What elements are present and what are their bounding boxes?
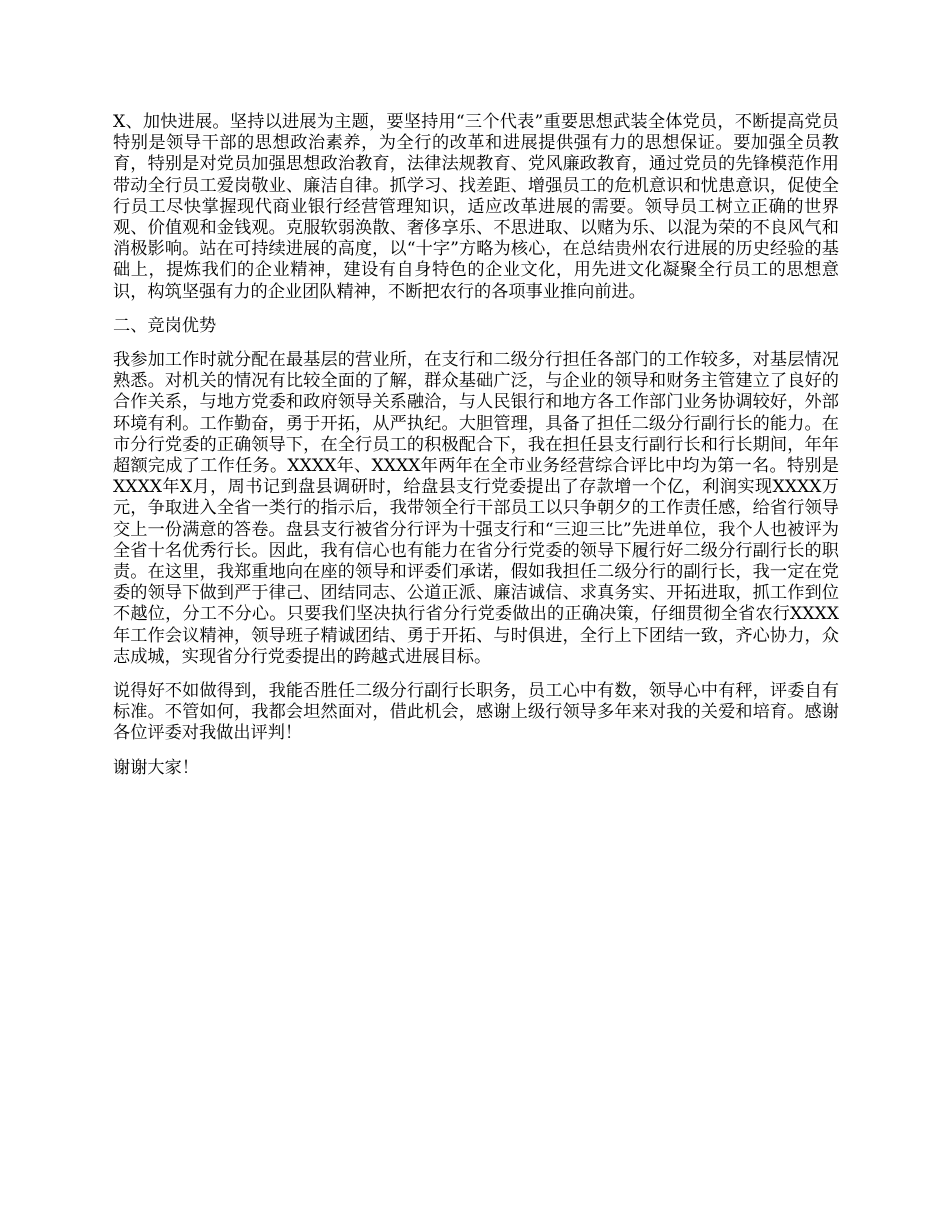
document-page (113, 112, 839, 792)
paragraph-closing: 说得好不如做得到，我能否胜任二级分行副行长职务，员工心中有数，领导心中有秤，评委自有标准。不管如何，我都会坦然面对，借此机会，感谢上级行领导多年来对我的关爱和培育。感谢各位评委对我做出评判！ (113, 681, 839, 744)
paragraph-advantages: 我参加工作时就分配在最基层的营业所，在支行和二级分行担任各部门的工作较多，对基层情况熟悉。对机关的情况有比较全面的了解，群众基础广泛，与企业的领导和财务主管建立了良好的合作关系，与地方党委和政府领导关系融洽，与人民银行和地方各工作部门业务协调较好，外部环境有利。工作勤奋，勇于开拓，从严执纪。大胆管理，具备了担任二级分行副行长的能力。在市分行党委的正确领导下，在全行员工的积极配合下，我在担任县支行副行长和行长期间，年年超额完成了工作任务。XXXX年、XXXX年两年在全市业务经营综合评比中均为第一名。特别是XXXX年X月，周书记到盘县调研时，给盘县支行党委提出了存款增一个亿，利润实现XXXX万元，争取进入全省一类行的指示后，我带领全行干部员工以只争朝夕的工作责任感，给省行领导交上一份满意的答卷。盘县支行被省分行评为十强支行和“三迎三比”先进单位，我个人也被评为全省十名优秀行长。因此，我有信心也有能力在省分行党委的领导下履行好二级分行副行长的职责。在这里，我郑重地向在座的领导和评委们承诺，假如我担任二级分行的副行长，我一定在党委的领导下做到严于律己、团结同志、公道正派、廉洁诚信、求真务实、开拓进取，抓工作到位不越位，分工不分心。只要我们坚决执行省分行党委做出的正确决策，仔细贯彻全省农行XXXX年工作会议精神，领导班子精诚团结、勇于开拓、与时俱进，全行上下团结一致，齐心协力，众志成城，实现省分行党委提出的跨越式进展目标。 (113, 350, 839, 667)
section-heading-advantages: 二、竞岗优势 (113, 315, 217, 336)
paragraph-development: X、加快进展。坚持以进展为主题，要坚持用“三个代表”重要思想武装全体党员，不断提高党员特别是领导干部的思想政治素养，为全行的改革和进展提供强有力的思想保证。要加强全员教育，特别是对党员加强思想政治教育，法律法规教育、党风廉政教育，通过党员的先锋模范作用带动全行员工爱岗敬业、廉洁自律。抓学习、找差距、增强员工的危机意识和忧患意识，促使全行员工尽快掌握现代商业银行经营管理知识，适应改革进展的需要。领导员工树立正确的世界观、价值观和金钱观。克服软弱涣散、奢侈享乐、不思进取、以赌为乐、以混为荣的不良风气和消极影响。站在可持续进展的高度，以“十字”方略为核心，在总结贵州农行进展的历史经验的基础上，提炼我们的企业精神，建设有自身特色的企业文化，用先进文化凝聚全行员工的思想意识，构筑坚强有力的企业团队精神，不断把农行的各项事业推向前进。 (113, 112, 839, 302)
paragraph-thanks: 谢谢大家！ (113, 757, 199, 778)
